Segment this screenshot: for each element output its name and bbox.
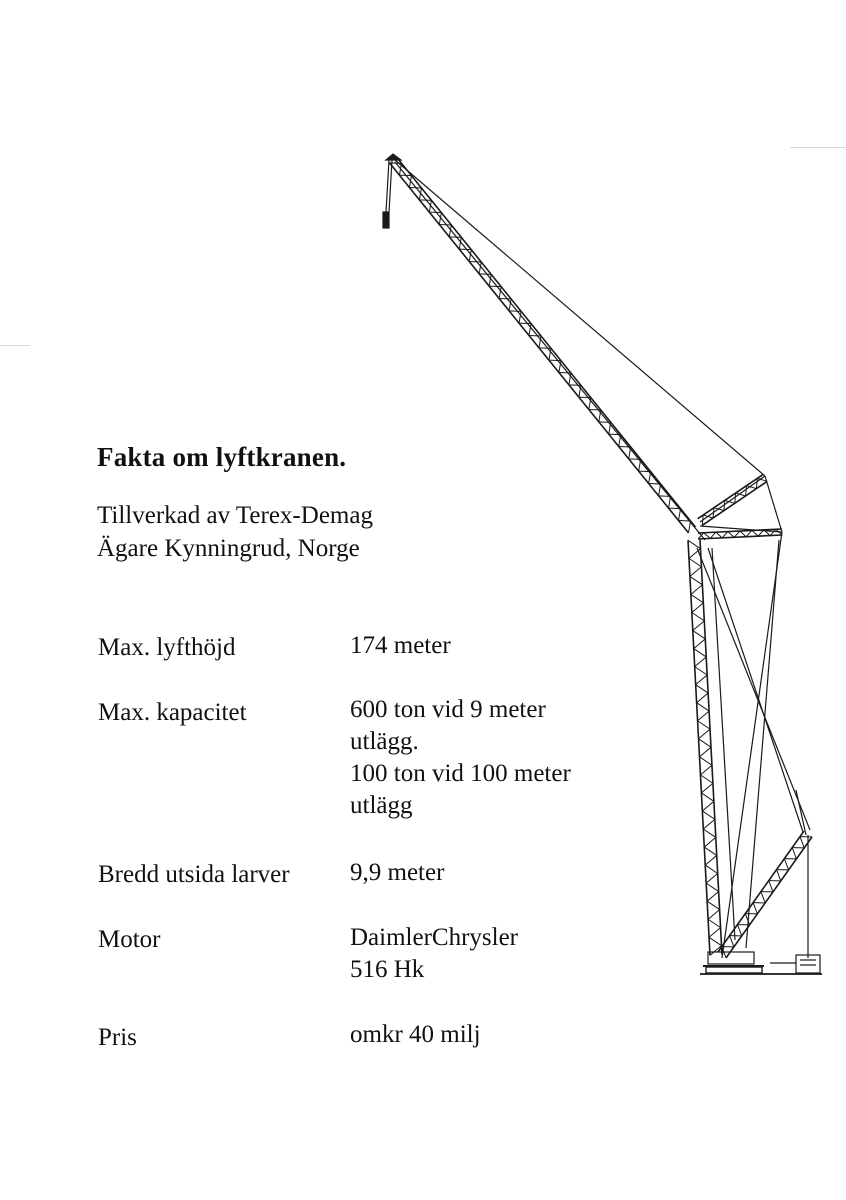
lattice-member xyxy=(700,765,712,775)
lattice-member xyxy=(716,532,722,538)
lattice-member xyxy=(698,721,710,729)
lattice-member xyxy=(702,801,714,811)
lattice-member xyxy=(704,847,716,855)
lattice-member xyxy=(479,262,481,274)
lattice-member xyxy=(688,540,700,548)
lattice-member xyxy=(499,298,511,299)
lattice-member xyxy=(746,486,747,496)
fact-value-line: 174 meter xyxy=(350,632,451,659)
fact-value-line: omkr 40 milj xyxy=(350,1021,481,1048)
lattice-member xyxy=(769,881,773,892)
fact-label-track-width: Bredd utsida larver xyxy=(98,861,290,888)
lattice-member xyxy=(800,837,804,848)
lattice-member xyxy=(691,585,703,595)
lattice-member xyxy=(692,603,704,613)
fact-label-engine: Motor xyxy=(98,926,161,953)
lattice-member xyxy=(708,910,720,920)
crane-hook-block xyxy=(383,212,389,228)
crane-tip xyxy=(386,154,401,160)
fact-value-line: 600 ton vid 9 meter xyxy=(350,696,546,723)
lattice-member xyxy=(709,928,721,938)
lattice-member xyxy=(689,558,701,566)
lattice-member xyxy=(707,901,719,909)
crane-lattice xyxy=(389,157,812,958)
lattice-member xyxy=(694,649,706,657)
lattice-member xyxy=(698,711,710,721)
lattice-member xyxy=(737,925,741,936)
lattice-member xyxy=(752,530,758,536)
lattice-member xyxy=(559,372,571,373)
manufacturer-text: Tillverkad av Terex-Demag xyxy=(97,502,373,529)
fact-value-line: DaimlerChrysler xyxy=(350,924,519,951)
lattice-member xyxy=(707,892,719,902)
lattice-member xyxy=(539,348,551,349)
lattice-member xyxy=(469,250,471,262)
lattice-member xyxy=(692,612,704,620)
fact-label-max-capacity: Max. kapacitet xyxy=(98,699,247,726)
lattice-member xyxy=(697,703,709,711)
lattice-member xyxy=(709,937,721,945)
lattice-member xyxy=(706,883,718,891)
lattice-member xyxy=(489,274,491,286)
lattice-member xyxy=(691,594,703,602)
lattice-member xyxy=(735,493,736,503)
owner-text: Ägare Kynningrud, Norge xyxy=(97,535,360,562)
crane-cables xyxy=(395,160,810,958)
fact-value-line: 9,9 meter xyxy=(350,859,445,886)
lattice-member xyxy=(697,693,709,703)
lattice-member xyxy=(695,657,707,667)
lattice-member xyxy=(699,747,711,757)
lattice-member xyxy=(569,385,581,386)
lattice-member xyxy=(429,212,441,213)
lattice-member xyxy=(699,729,711,739)
lattice-member xyxy=(459,249,471,250)
fact-value-line: utlägg xyxy=(350,792,413,819)
lattice-member xyxy=(740,531,746,537)
crane-base xyxy=(700,952,822,974)
lattice-member xyxy=(479,274,491,275)
lattice-member xyxy=(699,757,711,765)
fact-label-price: Pris xyxy=(98,1024,137,1051)
lattice-member xyxy=(693,621,705,631)
lattice-member xyxy=(696,685,708,693)
lattice-member xyxy=(519,323,531,324)
lattice-member xyxy=(703,819,715,829)
lattice-member xyxy=(439,224,451,225)
lattice-member xyxy=(696,675,708,685)
lattice-member xyxy=(690,567,702,577)
fact-value-line: 516 Hk xyxy=(350,956,425,983)
lattice-member xyxy=(469,261,481,262)
crane-hook-line xyxy=(386,160,392,212)
lattice-member xyxy=(509,311,521,312)
lattice-member xyxy=(708,919,720,927)
lattice-member xyxy=(694,639,706,649)
lattice-member xyxy=(579,397,591,398)
lattice-member xyxy=(784,859,788,870)
lattice-member xyxy=(777,870,781,881)
document-title: Fakta om lyftkranen. xyxy=(97,442,347,472)
lattice-member xyxy=(688,540,710,955)
lattice-member xyxy=(792,848,796,859)
fact-value-line: 100 ton vid 100 meter xyxy=(350,760,571,787)
lattice-member xyxy=(529,335,541,336)
lattice-member xyxy=(753,903,757,914)
lattice-member xyxy=(703,829,715,837)
lattice-member xyxy=(705,855,717,865)
lattice-member xyxy=(695,667,707,675)
lattice-member xyxy=(702,811,714,819)
lattice-member xyxy=(449,237,461,238)
lattice-member xyxy=(698,475,763,519)
lattice-member xyxy=(728,532,734,538)
lattice-member xyxy=(693,631,705,639)
lattice-member xyxy=(699,739,711,747)
fact-label-max-height: Max. lyfthöjd xyxy=(98,634,236,661)
lattice-member xyxy=(730,936,734,947)
lattice-member xyxy=(726,837,812,958)
lattice-member xyxy=(756,478,757,488)
lattice-member xyxy=(705,865,717,873)
lattice-member xyxy=(761,892,765,903)
lattice-member xyxy=(704,837,716,847)
lattice-member xyxy=(690,576,702,584)
lattice-member xyxy=(704,533,710,539)
fact-value-line: utlägg. xyxy=(350,728,419,755)
lattice-member xyxy=(549,360,561,361)
lattice-member xyxy=(706,873,718,883)
lattice-member xyxy=(701,783,713,793)
lattice-member xyxy=(700,775,712,783)
lattice-member xyxy=(489,286,501,287)
lattice-member xyxy=(701,793,713,801)
